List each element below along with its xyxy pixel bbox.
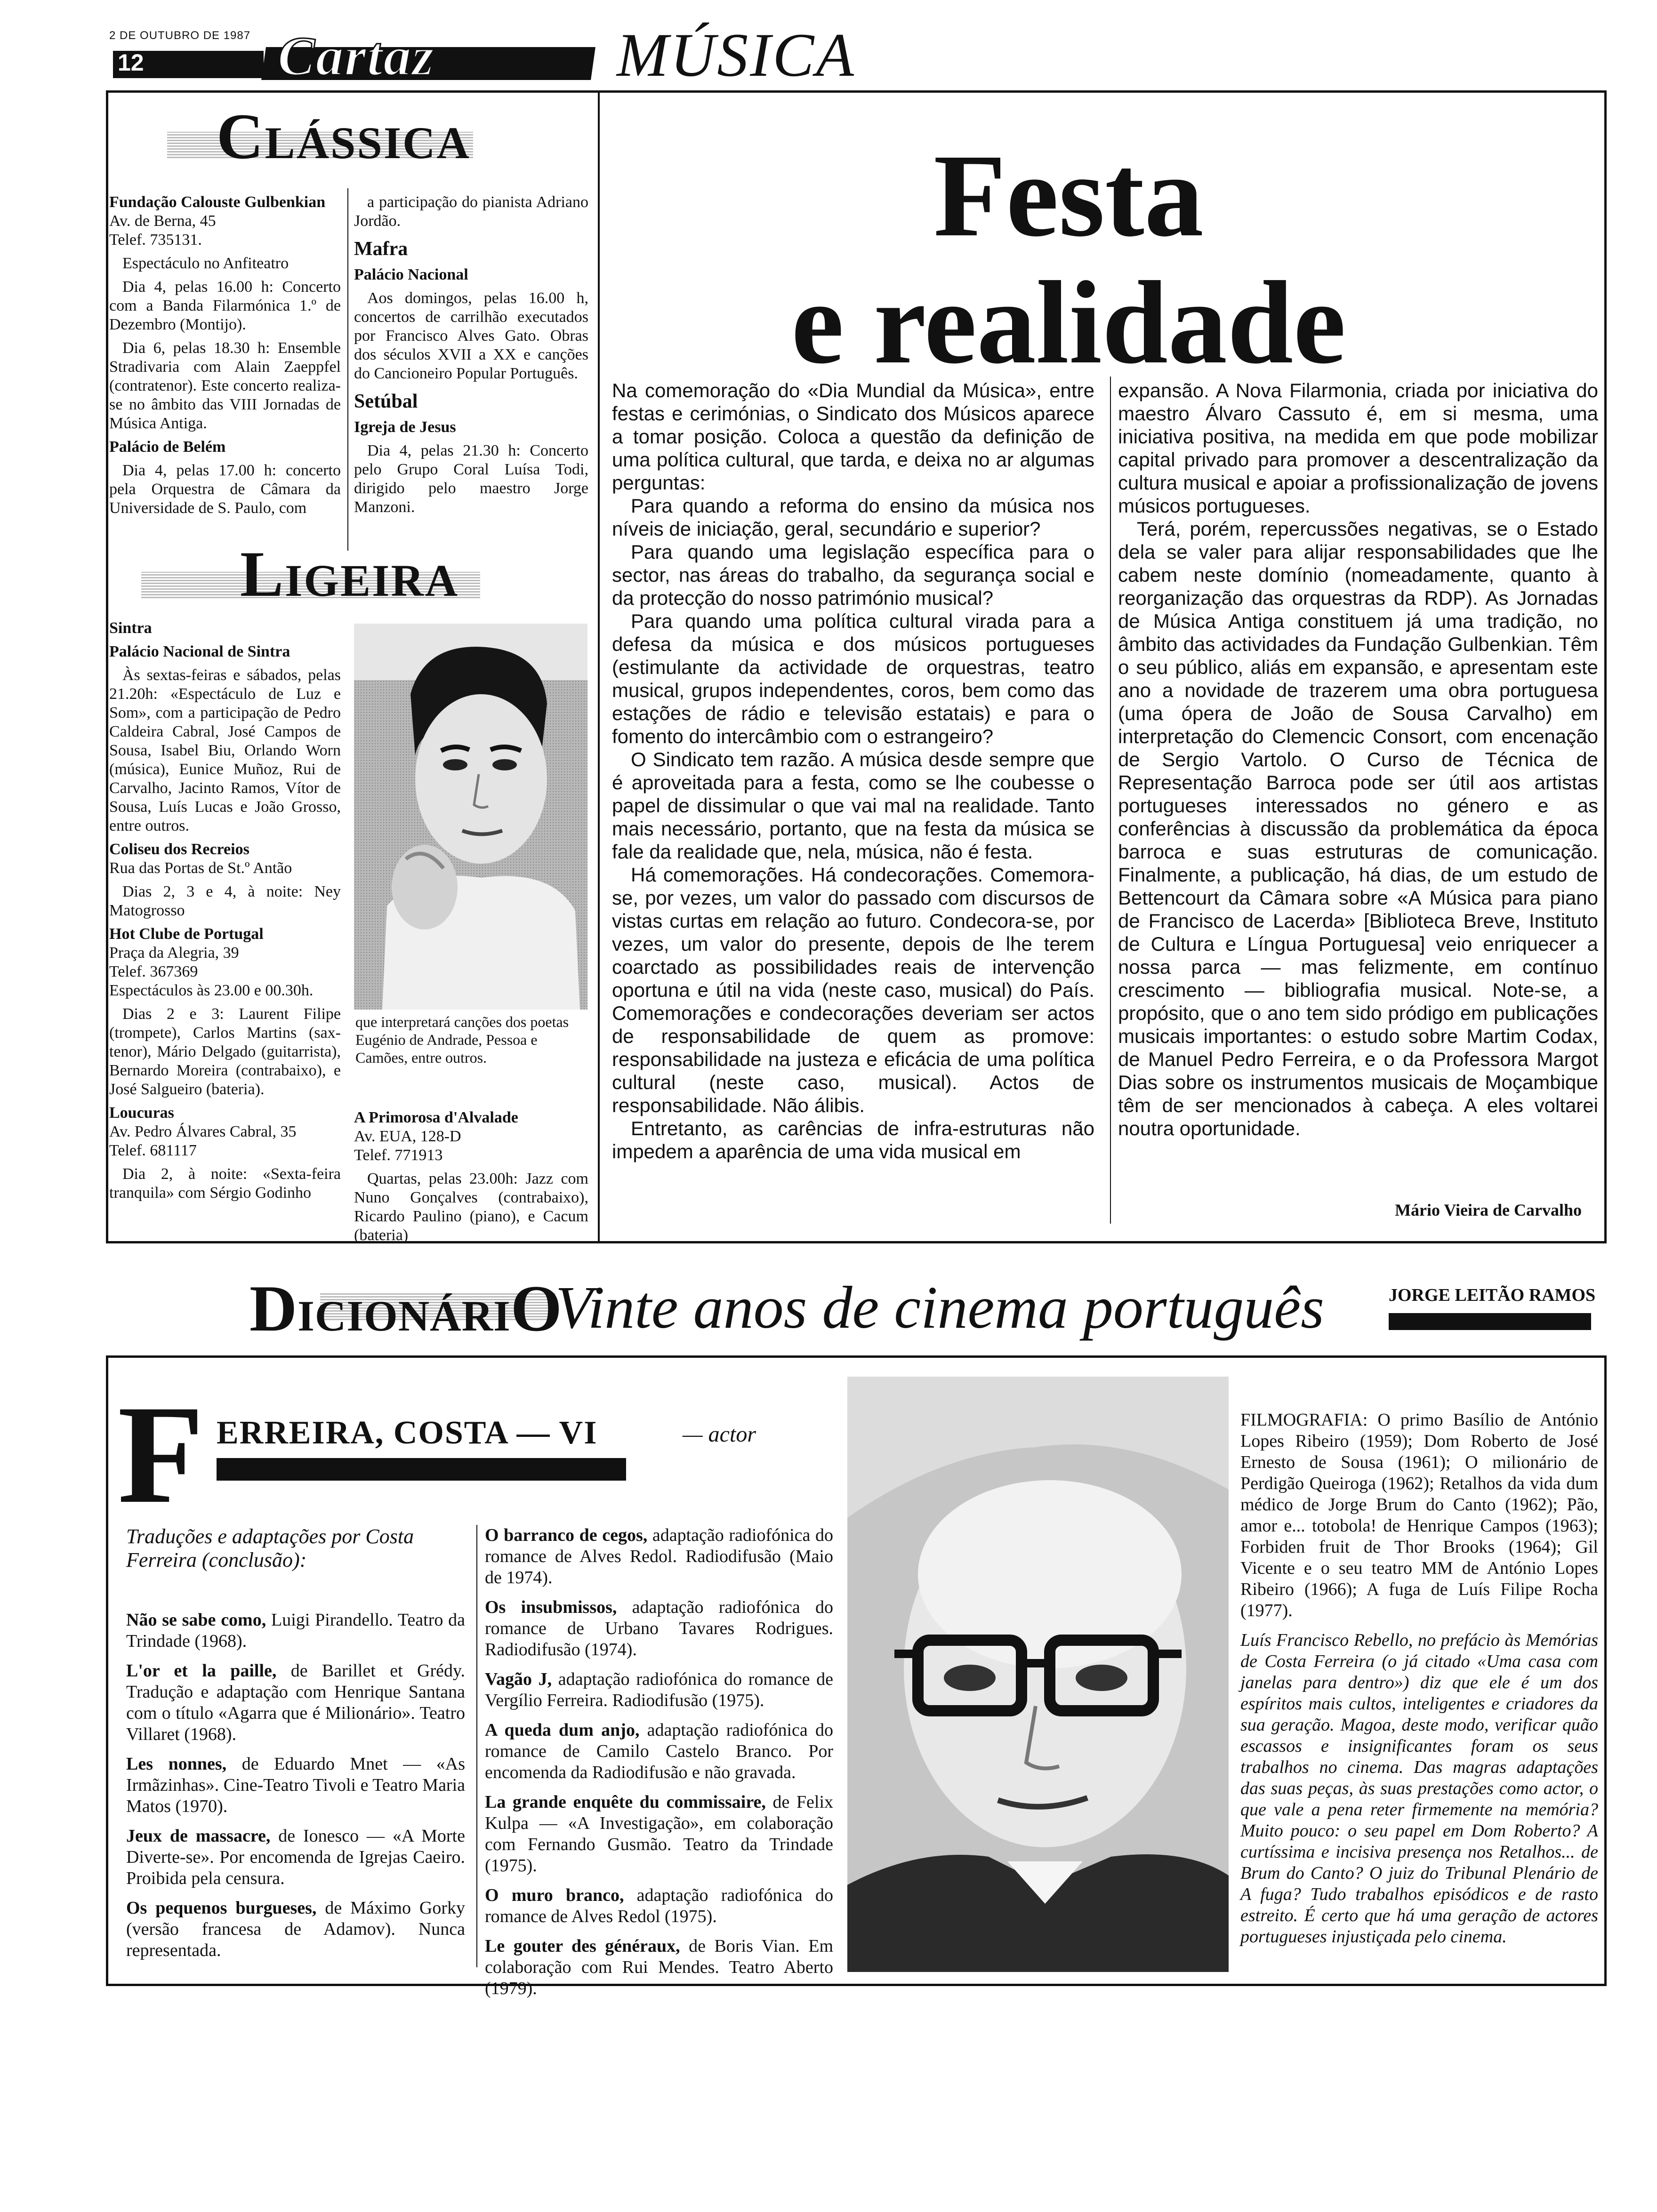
translation-title: Os pequenos burgueses, xyxy=(126,1898,317,1918)
feature-byline: Mário Vieira de Carvalho xyxy=(1395,1201,1582,1219)
ligeira-venue-detail: Telef. 771913 xyxy=(354,1146,443,1164)
ligeira-venue xyxy=(109,642,341,661)
classica-rest: LÁSSICA xyxy=(265,118,471,168)
translation-title: Os insubmissos, xyxy=(485,1597,617,1617)
ligeira-venue-detail: Espectáculos às 23.00 e 00.30h. xyxy=(109,982,314,999)
translation-details: adaptação radiofónica do romance de Alves Redol. Radiodifusão (Maio de 1974). xyxy=(485,1525,833,1587)
translation-title: O muro branco, xyxy=(485,1885,624,1905)
entry-initial: F xyxy=(118,1376,204,1532)
classica-venue xyxy=(354,418,588,437)
classica-listing-text: Aos domingos, pelas 16.00 h, concertos de carrilhão executados por Francisco Alves Gato. Obras dos séculos XVII a XX e canções do Cancioneiro Popular Português. xyxy=(354,289,588,382)
classica-listing-text: Dia 4, pelas 17.00 h: concerto pela Orquestra de Câmara da Universidade de S. Paulo, com xyxy=(109,462,341,517)
ligeira-venue-name: A Primorosa d'Alvalade xyxy=(354,1109,518,1126)
ligeira-venue-detail: Praça da Alegria, 39 xyxy=(109,944,239,962)
commentary-text: Luís Francisco Rebello, no prefácio às Memórias de Costa Ferreira (o já citado «Uma casa com janelas para dentro») diz que ele é um dos espíritos mais cultos, inteligentes e criadores da sua geração. Magoa, deste modo, verificar quão escassos e insignificantes foram os seus trabalhos no cinema. Das magras adaptações das suas peças, às suas prestações como actor, o que vale a pena reter firmemente na memória? Muito pouco: o seu papel em Dom Roberto? A curtíssima e incisiva presença nos Retalhos... de Brum do Canto? O juiz do Tribunal Plenário de A fuga? Tudo trabalhos episódicos e de rasto estreito. É certo que há uma geração de actores portugueses injustiçada pelo cinema. xyxy=(1240,1630,1598,1947)
classica-listing-text: Dia 6, pelas 18.30 h: Ensemble Stradivaria com Alain Zaeppfel (contratenor). Este concerto realiza-se no âmbito das VIII Jornadas de Música Antiga. xyxy=(109,339,341,432)
translation-entry xyxy=(126,1610,465,1652)
translation-details: de Barillet et Grédy. Tradução e adaptação com Henrique Santana com o título «Agarra que é Milionário». Teatro Villaret (1968). xyxy=(126,1661,465,1744)
column-divider xyxy=(1110,377,1111,1224)
entry-intro xyxy=(126,1525,456,1580)
translation-details: de Ionesco — «A Morte Diverte-se». Por encomenda de Igrejas Caeiro. Proibida pela censura. xyxy=(126,1826,465,1888)
photo-caption: que interpretará canções dos poetas Eugénio de Andrade, Pessoa e Camões, entre outros. xyxy=(355,1013,569,1066)
classica-column-2 xyxy=(354,193,588,521)
ligeira-listing-text: Dia 2, à noite: «Sexta-feira tranquila» com Sérgio Godinho xyxy=(109,1165,341,1202)
ligeira-rest: IGEIRA xyxy=(285,555,459,606)
entry-title-bar xyxy=(217,1458,626,1481)
ligeira-venue-detail: Rua das Portas de St.º Antão xyxy=(109,859,292,877)
dicionario-initial: D xyxy=(249,1272,298,1345)
column-divider xyxy=(347,188,348,551)
classica-listing-text: a participação do pianista Adriano Jordão. xyxy=(354,193,588,230)
ligeira-venue-name: Sintra xyxy=(109,619,152,637)
ligeira-listing-text: Às sextas-feiras e sábados, pelas 21.20h: «Espectáculo de Luz e Som», com a participação de Pedro Caldeira Cabral, José Campos de Sousa, Isabel Biu, Orlando Worn (música), Eunice Muñoz, Rui de Carvalho, Jacinto Ramos, Vítor de Sousa, Luís Lucas e João Grosso, entre outros. xyxy=(109,666,341,834)
ligeira-column-1 xyxy=(109,619,341,1207)
translation-entry xyxy=(485,1792,833,1876)
classica-heading: Mafra xyxy=(354,238,408,260)
translation-title: Le gouter des généraux, xyxy=(485,1936,680,1956)
classica-listing-text: Dia 4, pelas 16.00 h: Concerto com a Banda Filarmónica 1.º de Dezembro (Montijo). xyxy=(109,278,341,333)
translation-details: adaptação radiofónica do romance de Alves Redol (1975). xyxy=(485,1885,833,1926)
ligeira-venue-detail: Av. Pedro Álvares Cabral, 35 xyxy=(109,1123,297,1140)
classica-listing-text: Dia 4, pelas 21.30 h: Concerto pelo Grupo Coral Luísa Todi, dirigido pelo maestro Jorge Manzoni. xyxy=(354,442,588,516)
filmografia-text: FILMOGRAFIA: O primo Basílio de António Lopes Ribeiro (1959); Dom Roberto de José Ernesto de Sousa (1961); O milionário de Perdigão Queiroga (1962); Retalhos da vida dum médico de Jorge Brum do Canto (1962); Pão, amor e... totobola! de Henrique Campos (1963); Forbiden fruit de Thor Brooks (1964); Gil Vicente e o seu teatro MM de António Lopes Ribeiro (1966); A fuga de Luís Filipe Rocha (1977). xyxy=(1240,1410,1598,1620)
translation-details: adaptação radiofónica do romance de Camilo Castelo Branco. Por encomenda da Radiodifusão e não gravada. xyxy=(485,1720,833,1782)
ligeira-venue xyxy=(109,840,341,878)
ligeira-column-2 xyxy=(354,1108,588,1250)
ligeira-heading xyxy=(240,537,459,611)
ligeira-listing-text: Dias 2, 3 e 4, à noite: Ney Matogrosso xyxy=(109,883,341,919)
entry-intro-text: Traduções e adaptações por Costa Ferreira (conclusão): xyxy=(126,1525,414,1571)
feature-paragraph: Para quando a reforma do ensino da música nos níveis de iniciação, geral, secundário e superior? xyxy=(612,495,1094,540)
ligeira-venue-name: Hot Clube de Portugal xyxy=(109,925,264,943)
translation-entry xyxy=(485,1597,833,1660)
classica-venue-detail: Av. de Berna, 45 xyxy=(109,212,216,230)
ligeira-listing-text: Dias 2 e 3: Laurent Filipe (trompete), Carlos Martins (sax-tenor), Mário Delgado (guitarrista), Bernardo Moreira (contrabaixo), e José Salgueiro (bateria). xyxy=(109,1005,341,1098)
translations-column-1 xyxy=(126,1610,465,1970)
translation-entry xyxy=(126,1898,465,1961)
translation-entry xyxy=(126,1660,465,1745)
feature-paragraph: Para quando uma legislação específica para o sector, nas áreas do trabalho, da segurança social e da protecção do nosso património musical? xyxy=(612,541,1094,609)
translation-title: La grande enquête du commissaire, xyxy=(485,1792,766,1812)
ligeira-venue-detail: Av. EUA, 128-D xyxy=(354,1128,461,1145)
section-title: MÚSICA xyxy=(617,20,856,89)
feature-paragraph: Terá, porém, repercussões negativas, se o Estado dela se valer para alijar responsabilidades que lhe cabem neste domínio (nomeadamente, quanto à reorganização das orquestras da RDP). As Jornadas de Música Antiga constituem já uma tradição, no âmbito das actividades da Fundação Gulbenkian. Têm o seu público, aliás em expansão, e apresentam este ano a novidade de trazerem uma obra portuguesa (uma ópera de João de Sousa Carvalho) em interpretação do Clemencic Consort, com encenação de Sergio Vartolo. O Curso de Técnica de Representação Barroca pode ser útil aos artistas portugueses interessados no género e as conferências à discussão da problemática da época barroca e suas estruturas de comunicação. Finalmente, a publicação, há dias, de um estudo de Bettencourt da Câmara sobre «A Música para piano de Francisco de Lacerda» [Biblioteca Breve, Instituto de Cultura e Língua Portuguesa] veio enriquecer a nossa parca — mas felizmente, em contínuo crescimento — bibliografia musical. Note-se, a propósito, que o ano tem sido pródigo em publicações musicais importantes: o estudo sobre Martim Codax, de Manuel Pedro Ferreira, e o da Professora Margot Dias sobre os instrumentos musicais de Moçambique têm de ser mencionados à cabeça. A eles voltarei noutra oportunidade. xyxy=(1118,518,1598,1139)
column-divider xyxy=(598,92,600,1242)
feature-paragraph: Entretanto, as carências de infra-estruturas não impedem a aparência de uma vida musical em xyxy=(612,1117,1094,1162)
classica-venue-name: Palácio Nacional xyxy=(354,266,468,283)
translation-entry xyxy=(126,1826,465,1889)
classica-venue-name: Palácio de Belém xyxy=(109,438,226,456)
dicionario-final: O xyxy=(510,1272,563,1345)
classica-heading: Setúbal xyxy=(354,391,418,412)
ligeira-initial: L xyxy=(240,538,285,610)
translation-title: A queda dum anjo, xyxy=(485,1720,640,1740)
translation-details: de Eduardo Mnet — «As Irmãzinhas». Cine-Teatro Tivoli e Teatro Maria Matos (1970). xyxy=(126,1754,466,1816)
feature-paragraph: O Sindicato tem razão. A música desde sempre que é aproveitada para a festa, como se lhe coubesse o papel de dissimular o que vai mal na realidade. Tanto mais necessário, portanto, que na festa da música se fale da realidade que, nela, música, não é festa. xyxy=(612,748,1094,863)
classica-listing-text: Espectáculo no Anfiteatro xyxy=(122,255,289,272)
ligeira-venue xyxy=(109,619,341,638)
classica-venue-name: Fundação Calouste Gulbenkian xyxy=(109,193,326,211)
feature-headline xyxy=(607,129,1530,388)
translation-entry xyxy=(126,1754,465,1817)
translation-details: de Boris Vian. Em colaboração com Rui Mendes. Teatro Aberto (1979). xyxy=(485,1936,833,1998)
translation-details: Luigi Pirandello. Teatro da Trindade (1968). xyxy=(126,1610,466,1651)
column-divider xyxy=(476,1525,477,1967)
dicionario-label xyxy=(249,1271,563,1346)
entry-title: ERREIRA, COSTA — VI xyxy=(217,1415,598,1451)
translation-title: O barranco de cegos, xyxy=(485,1525,648,1545)
translation-entry xyxy=(485,1720,833,1783)
ligeira-venue-name: Loucuras xyxy=(109,1104,174,1122)
translation-title: L'or et la paille, xyxy=(126,1661,277,1681)
ligeira-venue xyxy=(109,1104,341,1160)
ligeira-venue xyxy=(354,1108,588,1165)
translation-title: Não se sabe como, xyxy=(126,1610,266,1630)
classica-heading xyxy=(217,99,471,174)
translation-title: Jeux de massacre, xyxy=(126,1826,271,1846)
dicionario-author: JORGE LEITÃO RAMOS xyxy=(1389,1285,1596,1305)
filmografia xyxy=(1240,1410,1598,1956)
classica-venue xyxy=(354,265,588,284)
ligeira-venue-detail: Telef. 367369 xyxy=(109,963,198,980)
classica-column-1 xyxy=(109,193,341,522)
costa-ferreira-photo xyxy=(847,1377,1229,1972)
translation-entry xyxy=(485,1936,833,1999)
headline-line-1: Festa xyxy=(933,129,1204,261)
headline-line-2: e realidade xyxy=(791,256,1346,388)
classica-initial: C xyxy=(217,100,265,172)
dicionario-mid: ICIONÁRI xyxy=(298,1292,511,1340)
feature-column-1 xyxy=(612,379,1094,1163)
ligeira-venue-name: Coliseu dos Recreios xyxy=(109,841,249,858)
classica-venue xyxy=(109,193,341,249)
translation-entry xyxy=(485,1525,833,1588)
page-number: 12 xyxy=(118,49,144,76)
translation-details: de Máximo Gorky (versão francesa de Adamov). Nunca representada. xyxy=(126,1898,465,1960)
translation-details: adaptação radiofónica do romance de Vergílio Ferreira. Radiodifusão (1975). xyxy=(485,1669,833,1710)
translation-details: adaptação radiofónica do romance de Urbano Tavares Rodrigues. Radiodifusão (1974). xyxy=(485,1597,833,1659)
masthead-date: 2 DE OUTUBRO DE 1987 xyxy=(109,29,251,42)
translation-title: Les nonnes, xyxy=(126,1754,227,1774)
translations-column-2 xyxy=(485,1525,833,2008)
classica-venue-name: Igreja de Jesus xyxy=(354,418,456,436)
feature-column-2 xyxy=(1118,379,1598,1140)
ligeira-listing-text: Quartas, pelas 23.00h: Jazz com Nuno Gonçalves (contrabaixo), Ricardo Paulino (piano), e Cacum (bateria) xyxy=(354,1170,588,1244)
translation-entry xyxy=(485,1885,833,1927)
cartaz-logo: Cartaz xyxy=(278,25,435,87)
feature-paragraph: Na comemoração do «Dia Mundial da Música», entre festas e cerimónias, o Sindicato dos Músicos aparece a tomar posição. Coloca a questão da definição de uma política cultural, que tarda, e deixa no ar algumas perguntas: xyxy=(612,379,1094,494)
translation-details: de Felix Kulpa — «A Investigação», em colaboração com Fernando Gusmão. Teatro da Trindade (1975). xyxy=(485,1792,833,1875)
feature-paragraph: expansão. A Nova Filarmonia, criada por iniciativa do maestro Álvaro Cassuto é, em si mesma, uma iniciativa positiva, na medida em que pode mobilizar capital privado para promover a descentralização da cultura musical e apoiar a profissionalização de jovens músicos portugueses. xyxy=(1118,379,1598,517)
translation-entry xyxy=(485,1669,833,1711)
singer-photo xyxy=(354,624,587,1010)
feature-paragraph: Há comemorações. Há condecorações. Comemora-se, por vezes, um valor do passado com discursos de vistas curtas em relação ao futuro. Condecora-se, por vezes, um valor do presente, depois de lhe terem coarctado as possibilidades reais de intervenção oportuna e útil na vida (neste caso, musical) do País. Comemorações e condecorações deveriam ser actos de responsabilidade de quem as promove: responsabilidade na justeza e eficácia de uma política cultural (neste caso, musical). Actos de responsabilidade. Não álibis. xyxy=(612,864,1094,1116)
ligeira-venue-detail: Telef. 681117 xyxy=(109,1142,197,1159)
dicionario-subtitle: Vinte anos de cinema português xyxy=(555,1274,1324,1341)
classica-venue xyxy=(109,438,341,457)
ligeira-venue-name: Palácio Nacional de Sintra xyxy=(109,643,290,660)
entry-role: — actor xyxy=(683,1422,756,1447)
translation-title: Vagão J, xyxy=(485,1669,552,1689)
feature-paragraph: Para quando uma política cultural virada para a defesa da música e dos músicos portugueses (estimulante da actividade de orquestras, teatro musical, grupos independentes, coros, bem como das estações de rádio e televisão estatais) e para o fomento do intercâmbio com o estrangeiro? xyxy=(612,610,1094,747)
author-bar xyxy=(1389,1313,1591,1330)
ligeira-venue xyxy=(109,925,341,1000)
classica-venue-detail: Telef. 735131. xyxy=(109,231,202,248)
